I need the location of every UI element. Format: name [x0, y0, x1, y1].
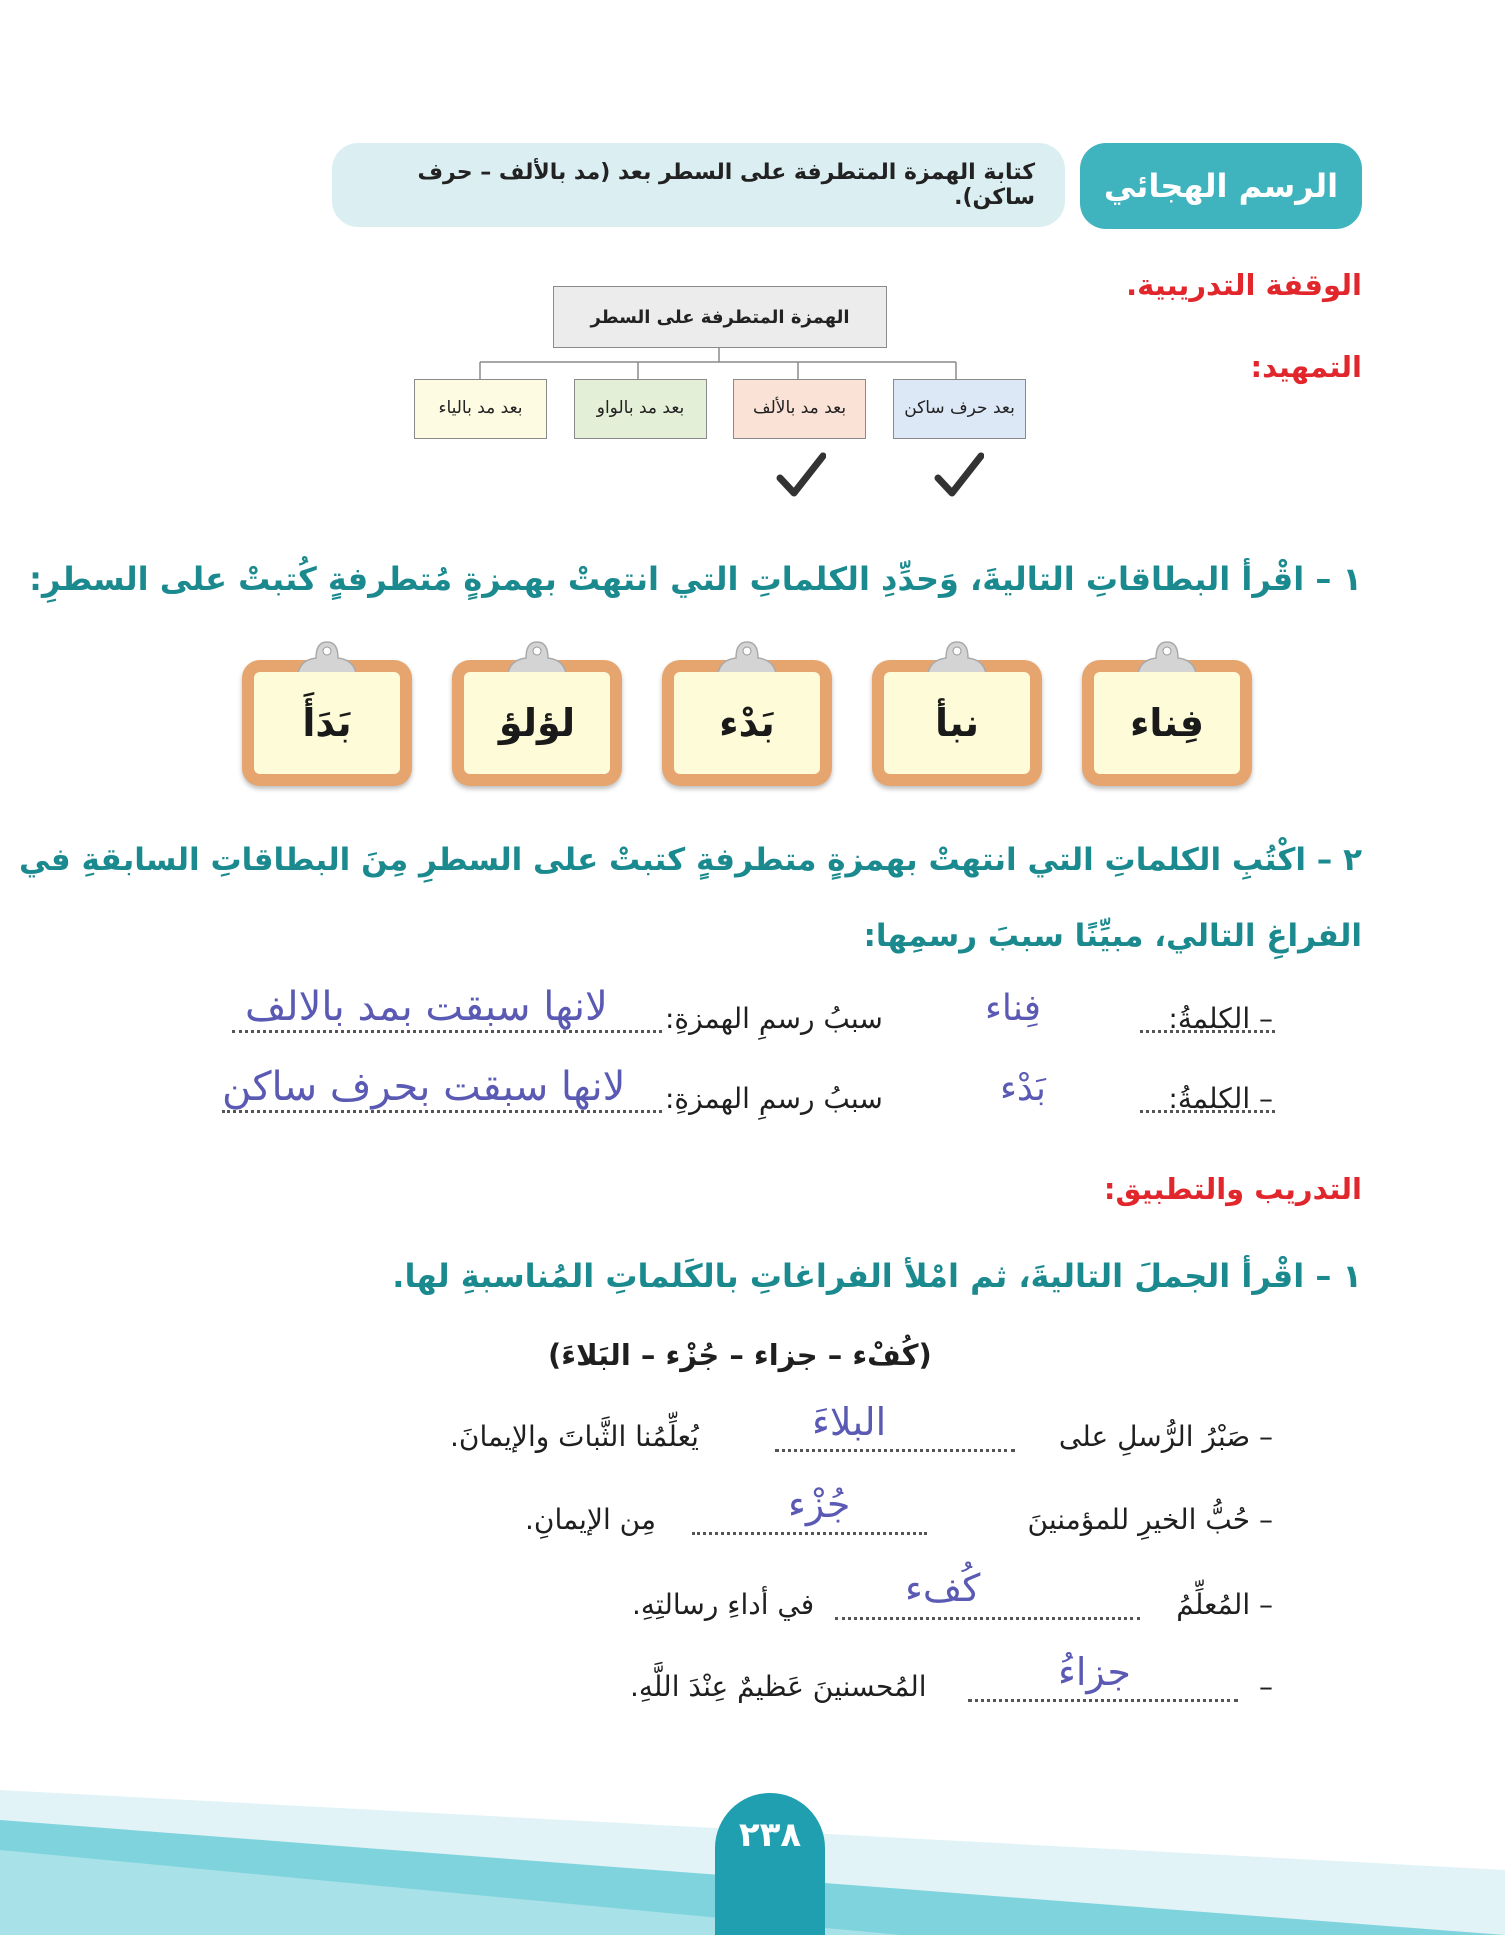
check-icon — [934, 451, 984, 501]
word-answer: فِناء — [985, 988, 1041, 1029]
question-2-title-line2: الفراغِ التالي، مبيِّنًا سببَ رسمِها: — [863, 918, 1362, 954]
word-options: (كُفْء – جزاء – جُزْء – البَلاءَ) — [548, 1338, 932, 1372]
sentence-answer: جزاءُ — [1058, 1650, 1131, 1694]
sentence-part-after: المُحسنينَ عَظيمٌ عِنْدَ اللَّهِ. — [630, 1670, 927, 1703]
diagram-branch-waw: بعد مد بالواو — [574, 379, 707, 439]
sentence-blank — [775, 1449, 1015, 1452]
sentence-answer: البلاءَ — [812, 1400, 887, 1444]
sentence-answer: جُزْء — [788, 1482, 851, 1526]
card-word: نبأ — [884, 672, 1030, 774]
word-blank — [1140, 1030, 1275, 1033]
reason-answer: لانها سبقت بحرف ساكن — [222, 1064, 626, 1110]
sentence-answer: كُفء — [905, 1566, 981, 1610]
section-badge: الرسم الهجائي — [1080, 143, 1362, 229]
clip-icon — [504, 638, 570, 676]
sentence-blank — [692, 1532, 927, 1535]
reason-label: سببُ رسمِ الهمزةِ: — [665, 1082, 883, 1115]
sentence-blank — [968, 1699, 1238, 1702]
reason-answer: لانها سبقت بمد بالالف — [245, 984, 608, 1030]
word-card — [872, 660, 1042, 786]
training-stop-heading: الوقفة التدريبية. — [1126, 268, 1362, 302]
diagram-branch-alif: بعد مد بالألف — [733, 379, 866, 439]
word-answer: بَدْء — [1000, 1068, 1046, 1109]
reason-label: سببُ رسمِ الهمزةِ: — [665, 1002, 883, 1035]
diagram-branch-ya: بعد مد بالياء — [414, 379, 547, 439]
reason-blank — [232, 1030, 662, 1033]
word-label: – الكلمةُ: — [1168, 1002, 1273, 1035]
question-2-title-line1: ٢ – اكْتُبِ الكلماتِ التي انتهتْ بهمزةٍ متطرفةٍ كتبتْ على السطرِ مِنَ البطاقاتِ السابقةِ في — [19, 842, 1362, 878]
card-word: فِناء — [1094, 672, 1240, 774]
sentence-part-before: – — [1259, 1670, 1273, 1703]
clip-icon — [294, 638, 360, 676]
lesson-description: كتابة الهمزة المتطرفة على السطر بعد (مد بالألف – حرف ساكن). — [332, 143, 1065, 227]
card-word: بَدْء — [674, 672, 820, 774]
sentence-part-before: – حُبُّ الخيرِ للمؤمنينَ — [1027, 1503, 1273, 1536]
sentence-part-after: في أداءِ رسالتِهِ. — [632, 1588, 815, 1621]
question-1-title: ١ – اقْرأ البطاقاتِ التاليةَ، وَحدِّدِ الكلماتِ التي انتهتْ بهمزةٍ مُتطرفةٍ كُتبتْ على السطرِ: — [29, 560, 1362, 598]
sentence-part-before: – المُعلِّمُ — [1176, 1588, 1273, 1621]
card-word: لؤلؤ — [464, 672, 610, 774]
clip-icon — [924, 638, 990, 676]
diagram-branch-sakin: بعد حرف ساكن — [893, 379, 1026, 439]
word-blank — [1140, 1110, 1275, 1113]
intro-heading: التمهيد: — [1250, 350, 1362, 384]
check-icon — [776, 451, 826, 501]
clip-icon — [1134, 638, 1200, 676]
clip-icon — [714, 638, 780, 676]
word-card — [662, 660, 832, 786]
word-card — [452, 660, 622, 786]
card-word: بَدَأَ — [254, 672, 400, 774]
sentence-blank — [835, 1617, 1140, 1620]
sentence-part-after: مِن الإيمانِ. — [525, 1503, 656, 1536]
word-card — [242, 660, 412, 786]
word-card — [1082, 660, 1252, 786]
page-number: ٢٣٨ — [715, 1793, 825, 1935]
diagram-root: الهمزة المتطرفة على السطر — [553, 286, 887, 348]
practice-question-title: ١ – اقْرأ الجملَ التاليةَ، ثم امْلأ الفراغاتِ بالكَلماتِ المُناسبةِ لها. — [392, 1257, 1362, 1295]
sentence-part-before: – صَبْرُ الرُّسلِ على — [1058, 1420, 1273, 1453]
practice-heading: التدريب والتطبيق: — [1103, 1172, 1362, 1206]
sentence-part-after: يُعلِّمُنا الثَّباتَ والإيمانَ. — [450, 1420, 699, 1453]
word-label: – الكلمةُ: — [1168, 1082, 1273, 1115]
reason-blank — [222, 1110, 662, 1113]
